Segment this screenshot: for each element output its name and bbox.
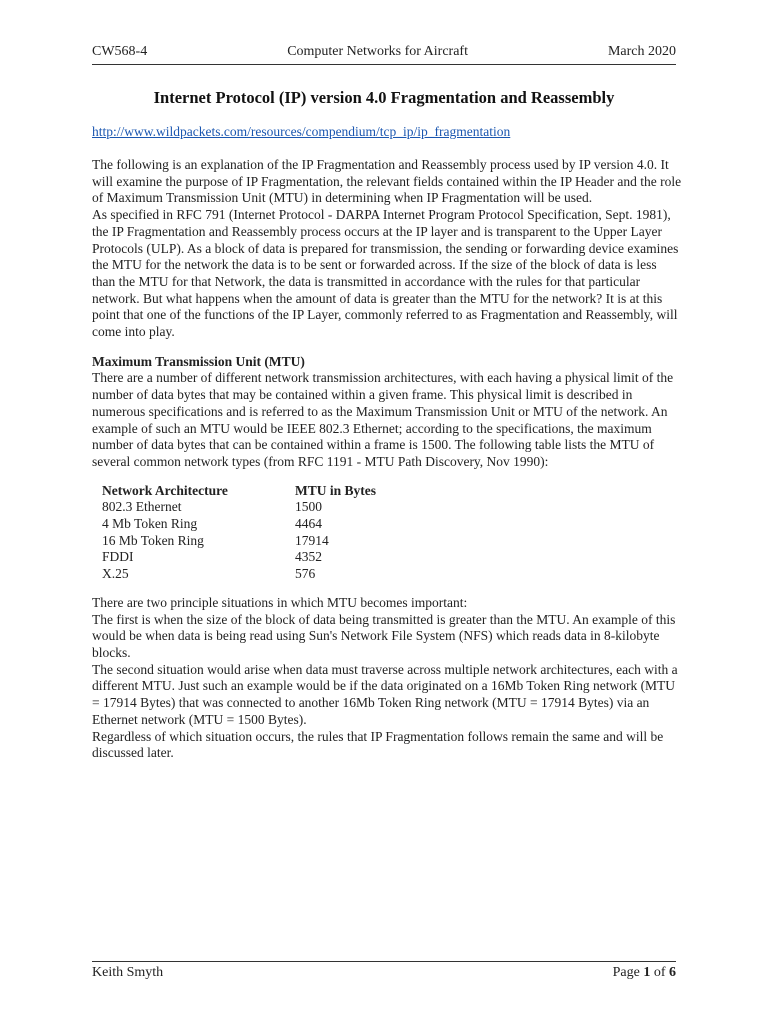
conclusion-paragraph: Regardless of which situation occurs, the rules that IP Fragmentation follows remain the same and will be discussed later. (92, 728, 664, 761)
course-title: Computer Networks for Aircraft (287, 44, 468, 59)
column-header: Network Architecture (102, 482, 228, 498)
header-divider (92, 64, 676, 65)
table-cell: 576 (295, 566, 316, 582)
table-cell: 16 Mb Token Ring (102, 532, 204, 548)
table-row (102, 533, 376, 550)
page-word: Page (612, 965, 640, 980)
page-total: 6 (669, 965, 676, 980)
table-row (102, 549, 376, 566)
document-body (92, 157, 682, 762)
table-cell: 4464 (295, 516, 322, 532)
mtu-table (102, 483, 376, 583)
situation-two-paragraph: The second situation would arise when data must traverse across multiple network architectures, each with a different MTU. Just such an example would be if the data originated on a 16Mb Token Ring network (MTU = 17914 Bytes) that was connected to another 16Mb Token Ring network (MTU = 17914 Bytes) via an Ethernet network (MTU = 1500 Bytes). (92, 661, 678, 727)
intro-paragraph: The following is an explanation of the IP Fragmentation and Reassembly process used by IP version 4.0. It will examine the purpose of IP Fragmentation, the relevant fields contained within the IP Header and the role of Maximum Transmission Unit (MTU) in determining when IP Fragmentation will be used. (92, 157, 682, 206)
page-indicator (613, 965, 676, 981)
page-header (92, 44, 676, 62)
footer-divider (92, 961, 676, 962)
table-cell: 4 Mb Token Ring (102, 516, 198, 532)
mtu-paragraph: There are a number of different network transmission architectures, with each having a physical limit of the number of data bytes that may be contained within a given frame. This physical limit is described in numerous specifications and is referred to as the Maximum Transmission Unit or MTU of the network. An example of such an MTU would be IEEE 802.3 Ethernet; according to the specifications, the maximum number of data bytes that can be contained within a frame is 1500. The following table lists the MTU of several common network types (from RFC 1191 - MTU Path Discovery, Nov 1990): (92, 370, 674, 469)
table-row (102, 499, 376, 516)
table-cell: 17914 (295, 532, 329, 548)
table-cell: 1500 (295, 499, 322, 515)
table-cell: X.25 (102, 566, 129, 582)
table-row (102, 566, 376, 583)
table-row (102, 516, 376, 533)
table-cell: FDDI (102, 549, 134, 565)
table-cell: 4352 (295, 549, 322, 565)
table-header-row (102, 483, 376, 500)
of-word: of (653, 965, 666, 980)
document-title: Internet Protocol (IP) version 4.0 Fragmentation and Reassembly (153, 88, 615, 107)
header-date: March 2020 (607, 44, 676, 59)
column-header: MTU in Bytes (295, 482, 376, 498)
page-number: 1 (643, 965, 651, 980)
situation-one-paragraph: The first is when the size of the block of data being transmitted is greater than the MTU. An example of this would be when data is being read using Sun's Network File System (NFS) which reads data in 8-kilobyte blocks. (92, 611, 676, 660)
situations-intro: There are two principle situations in which MTU becomes important: (92, 594, 468, 610)
source-link[interactable]: http://www.wildpackets.com/resources/compendium/tcp_ip/ip_fragmentation (92, 124, 511, 139)
page-footer (92, 965, 676, 983)
author-name: Keith Smyth (92, 965, 164, 980)
course-code: CW568-4 (92, 44, 148, 59)
table-cell: 802.3 Ethernet (102, 499, 182, 515)
rfc791-paragraph: As specified in RFC 791 (Internet Protocol - DARPA Internet Program Protocol Specification, Sept. 1981), the IP Fragmentation and Reassembly process occurs at the IP layer and is transparent to the Upper Layer Protocols (ULP). As a block of data is prepared for transmission, the sending or forwarding device examines the MTU for the network the data is to be sent or forwarded across. If the size of the block of data is less than the MTU for that Network, the data is transmitted in accordance with the rules for that particular network. But what happens when the amount of data is greater than the MTU for the network? It is at this point that one of the functions of the IP Layer, commonly referred to as Fragmentation and Reassembly, will come into play. (92, 207, 679, 340)
mtu-heading: Maximum Transmission Unit (MTU) (92, 353, 305, 369)
